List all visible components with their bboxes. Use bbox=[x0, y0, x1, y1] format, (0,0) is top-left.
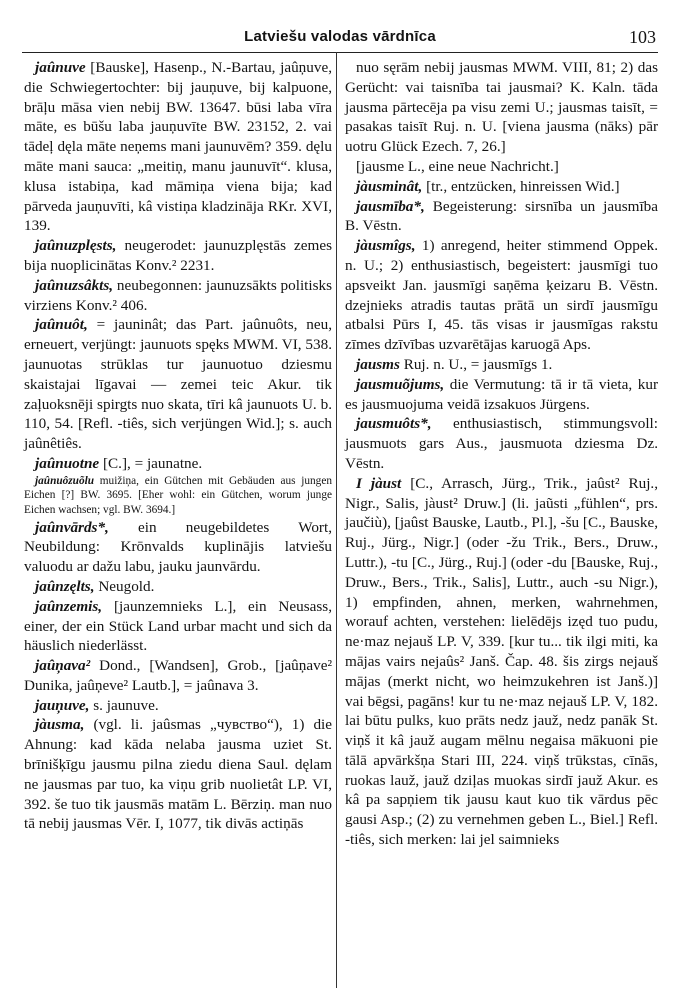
entry-definition: nuo sęrām nebij jausmas MWM. VIII, 81; 2) das Gerücht: vai taisnība tai jausmai? K. Kaln. tāda jausma pārtecēja pa visu zemi U.; jausmas taisīt, = pasakas taisīt Ruj. n. U. [viena jausma (nāks) pār uotru Glück Ezech. 7, 26.] bbox=[345, 59, 658, 156]
headword: jausms bbox=[356, 355, 400, 373]
dictionary-entry bbox=[345, 414, 658, 473]
left-column bbox=[24, 58, 332, 834]
entry-definition: neugerodet: jaunuzplęstās zemes bija nuoplicinātas Konv.² 2231. bbox=[24, 237, 333, 274]
entry-definition: die Vermutung: tā ir tā vieta, kur es jausmuojuma veidā izsakuos Jürgens. bbox=[345, 375, 658, 413]
dictionary-entry bbox=[345, 375, 658, 415]
entry-definition: s. jaunuve. bbox=[93, 696, 159, 714]
dictionary-entry bbox=[345, 197, 658, 237]
entry-definition: enthusiastisch, stimmungsvoll: jausmuots gars Aus., jausmuota dziesma Dz. Vēstn. bbox=[345, 415, 658, 472]
headword: I jàust bbox=[356, 474, 402, 492]
headword: jausmība*, bbox=[356, 197, 425, 215]
dictionary-entry bbox=[345, 355, 658, 375]
column-divider bbox=[336, 52, 337, 988]
headword: jàusmîgs, bbox=[356, 237, 416, 255]
entry-definition: [C.], = jaunatne. bbox=[102, 454, 203, 472]
page-number: 103 bbox=[629, 27, 656, 47]
entry-definition: 1) anregend, heiter stimmend Oppek. n. U.; 2) enthusiastisch, begeistert: jausmīgi tuo apsveikt Jan. jausmīgi saņēma ķeizaru B. Vēstn. dzejnieks atradis tautas prātā un sirdī jausmīgu atbalsi Pūrs I, 45. tās visas ir jausmīgas rakstu zīmes dzīvības uzvarētājas karuogā Aps. bbox=[345, 237, 658, 354]
headword: jaûnuôzuõlu bbox=[35, 474, 95, 487]
headword: jaûnuôt, bbox=[35, 316, 88, 334]
entry-definition: muižiņa, ein Gütchen mit Gebäuden aus jungen Eichen [?] BW. 3695. [Eher wohl: ein Gütchen, worum junge Eichen wachsen; vgl. BW. 3694.] bbox=[24, 474, 332, 516]
dictionary-entry bbox=[24, 315, 332, 454]
dictionary-entry bbox=[24, 58, 332, 236]
headword: jaûnuve bbox=[35, 59, 86, 76]
dictionary-entry bbox=[24, 656, 332, 696]
entry-definition: (vgl. li. jaûsmas „чувство“), 1) die Ahnung: kad kāda nelaba jausma uziet St. brīnišķīgu jausmu pilna ziedu diena Saul. dęlam ne jausmas par tuo, ka viņu grib nuolietât LP. VI, 392. še tuo tik jausmās matām L. Bērziņ. man nuo tā nebij jausmas Vēr. I, 1077, tik divās actiņās bbox=[24, 716, 333, 833]
running-title: Latviešu valodas vārdnīca bbox=[244, 28, 436, 45]
header-rule bbox=[22, 52, 658, 53]
headword: jàusma, bbox=[35, 716, 85, 734]
headword: jaûnuotne bbox=[35, 454, 100, 472]
entry-definition: ein neugebildetes Wort, Neubildung: Krōnvalds kuplinājis latviešu valuodu ar dažu labu, jauku jaunvārdu. bbox=[24, 518, 332, 576]
dictionary-entry bbox=[24, 474, 332, 518]
entry-definition: [Bauske], Hasenp., N.-Bartau, jaûņuve, die Schwiegertochter: bij jauņuve, bij kalpuone, brāļu māsa vien nebij BW. 13647. būsi laba vīra māte, es būšu laba jauņuvīte BW. 23152, 2. vai tādeļ dęla māte neņems mani jaunuvēm? 359. dęlu māte mani sauca: „meitiņ, manu jaunuvīt“. klusa, klusa istabiņa, kad māmiņa viena bija; kad pārveda jauņuvīti, kâ vistiņa kladzināja RKr. XVI, 139. bbox=[24, 59, 332, 235]
dictionary-entry bbox=[24, 276, 332, 316]
dictionary-entry bbox=[345, 177, 658, 197]
entry-definition: neubegonnen: jaunuzsākts politisks virziens Konv.² 406. bbox=[24, 276, 333, 314]
entry-definition: Ruj. n. U., = jausmīgs 1. bbox=[403, 355, 553, 373]
entry-definition: [jaunzemnieks L.], ein Neusass, einer, der ein Stück Land urbar macht und sich da häuslich niederlässt. bbox=[24, 597, 333, 655]
headword: jaûņava² bbox=[35, 657, 91, 675]
headword: jaûnzemis, bbox=[35, 597, 103, 615]
headword: jauņuve, bbox=[35, 696, 90, 714]
headword: jaûnvārds*, bbox=[35, 518, 109, 536]
entry-definition: [jausme L., eine neue Nachricht.] bbox=[356, 157, 559, 175]
entry-definition: Dond., [Wandsen], Grob., [jaûņave² Dunika, jaûņeve² Lautb.], = jaûnava 3. bbox=[24, 657, 333, 694]
entry-definition: Begeisterung: sirsnība un jausmība B. Vēstn. bbox=[345, 197, 659, 235]
headword: jaûnzęlts, bbox=[35, 577, 95, 595]
dictionary-entry bbox=[24, 454, 332, 474]
dictionary-entry bbox=[24, 696, 332, 716]
dictionary-entry bbox=[24, 715, 332, 834]
headword: jàusminât, bbox=[356, 177, 423, 195]
entry-definition: [tr., entzücken, hinreissen Wid.] bbox=[426, 177, 620, 195]
headword: jausmuôts*, bbox=[356, 415, 432, 433]
headword: jaûnuzplęsts, bbox=[35, 237, 117, 255]
dictionary-entry bbox=[24, 518, 332, 577]
entry-definition: [C., Arrasch, Jürg., Trik., jaûst² Ruj., Nigr., Salis, jàust² Druw.] (li. jaũsti „fühlen“, prs. jaučiù), [jaûst Bauske, Lautb., Pl.], -šu [C., Bauske, Ruj., Jürg., Nigr.] (oder -žu Trik., Bers., Druw., Luttr.), -tu [C., Jürg., Ruj.] (oder -du [Bauske, Ruj., Druw., Bers., Trik., Salis], Luttr., auch -su Nigr.), 1) empfinden, ahnen, merken, wahrnehmen, worauf achten, verstehen: lielēdējs izęd tuo pudu, ne·maz nejauš LP. V, 339. [kur tu... tik ilgi miti, ka mājas vairs nejaûs² Janš. Čap. 48. šis zirgs nejauš mājas (merkt nicht, wo heimzukehren ist Janš.)] vai bēgsi, pagāns! kur tu ne·maz nejauš LP. V, 182. lai būtu pulks, kuo prāts nedz jauž, nedz panāk St. viņš it kâ jauž augam mēlnu negaisa mākuoni pie tālā apvārkšņa Stari III, 224. viņš trūkstas, cīnās, ruokas lauž, jauž dziļas muokas sirdī jauž Akur. es kâ pa sapņiem tik jausu kaut kuo tik vārdus pēc gausi Asp.; (2) zu vernehmen geben L., Biel.] Refl. -tiês, sich merken: lai jel saimnieks bbox=[345, 474, 659, 849]
headword: jaûnuzsâkts, bbox=[35, 276, 114, 294]
entry-definition: = jauninât; das Part. jaûnuôts, neu, erneuert, verjüngt: jaunuots spęks MWM. VI, 538. jaunuotas strūklas tur jaunuotuo dziesmu skaistajai līgavai — zemei teic Akur. tik zaļuoksnēji spirgts nuo skata, tīri kâ jaunuots U. b. 110, 54. [Refl. -tiês, sich verjüngen Wid.]; s. auch jaûnêtiês. bbox=[24, 316, 333, 453]
page-header bbox=[0, 0, 680, 56]
dictionary-entry bbox=[24, 236, 332, 276]
dictionary-entry bbox=[345, 236, 658, 355]
dictionary-entry bbox=[345, 474, 658, 850]
dictionary-entry bbox=[24, 577, 332, 597]
entry-definition: Neugold. bbox=[98, 577, 155, 595]
dictionary-entry bbox=[345, 157, 658, 177]
right-column bbox=[345, 58, 658, 850]
dictionary-entry bbox=[24, 597, 332, 656]
dictionary-entry bbox=[345, 58, 658, 157]
headword: jausmuõjums, bbox=[356, 375, 445, 393]
